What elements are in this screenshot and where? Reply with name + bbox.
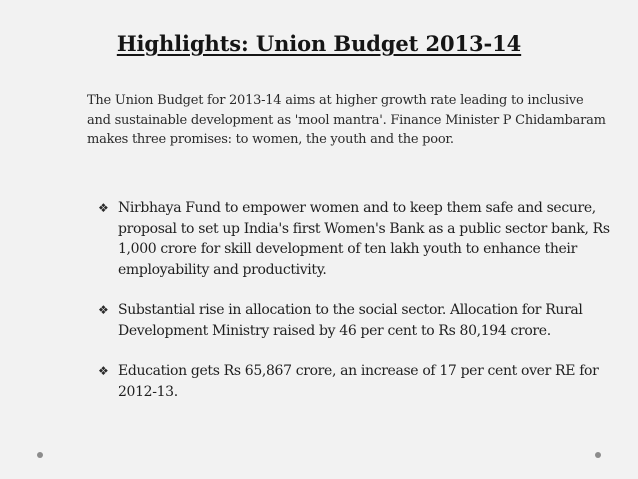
intro-paragraph: The Union Budget for 2013-14 aims at higher growth rate leading to inclusive and sustainable development as 'mool mantra'. Finance Minister P Chidambaram makes three promises: to women, the youth and the poor. (87, 93, 606, 147)
bullet-text: Education gets Rs 65,867 crore, an increase of 17 per cent over RE for 2012-13. (118, 363, 599, 400)
bullet-item-nirbhaya-fund (98, 198, 610, 280)
bullet-text: Substantial rise in allocation to the social sector. Allocation for Rural Development Ministry raised by 46 per cent to Rs 80,194 crore. (118, 302, 583, 339)
decor-dot-left (37, 452, 43, 458)
decor-dot-right (595, 452, 601, 458)
bullet-text: Nirbhaya Fund to empower women and to keep them safe and secure, proposal to set up India's first Women's Bank as a public sector bank, Rs 1,000 crore for skill development of ten lakh youth to enhance their employability and productivity. (118, 200, 610, 278)
slide-title-text: Highlights: Union Budget 2013-14 (116, 31, 522, 56)
diamond-bullet-icon: ❖ (98, 201, 109, 215)
bullet-item-social-sector (98, 300, 610, 341)
diamond-bullet-icon: ❖ (98, 364, 109, 378)
bullet-list (98, 198, 610, 402)
diamond-bullet-icon: ❖ (98, 303, 109, 317)
bullet-item-education (98, 361, 610, 402)
slide-title (0, 30, 638, 58)
